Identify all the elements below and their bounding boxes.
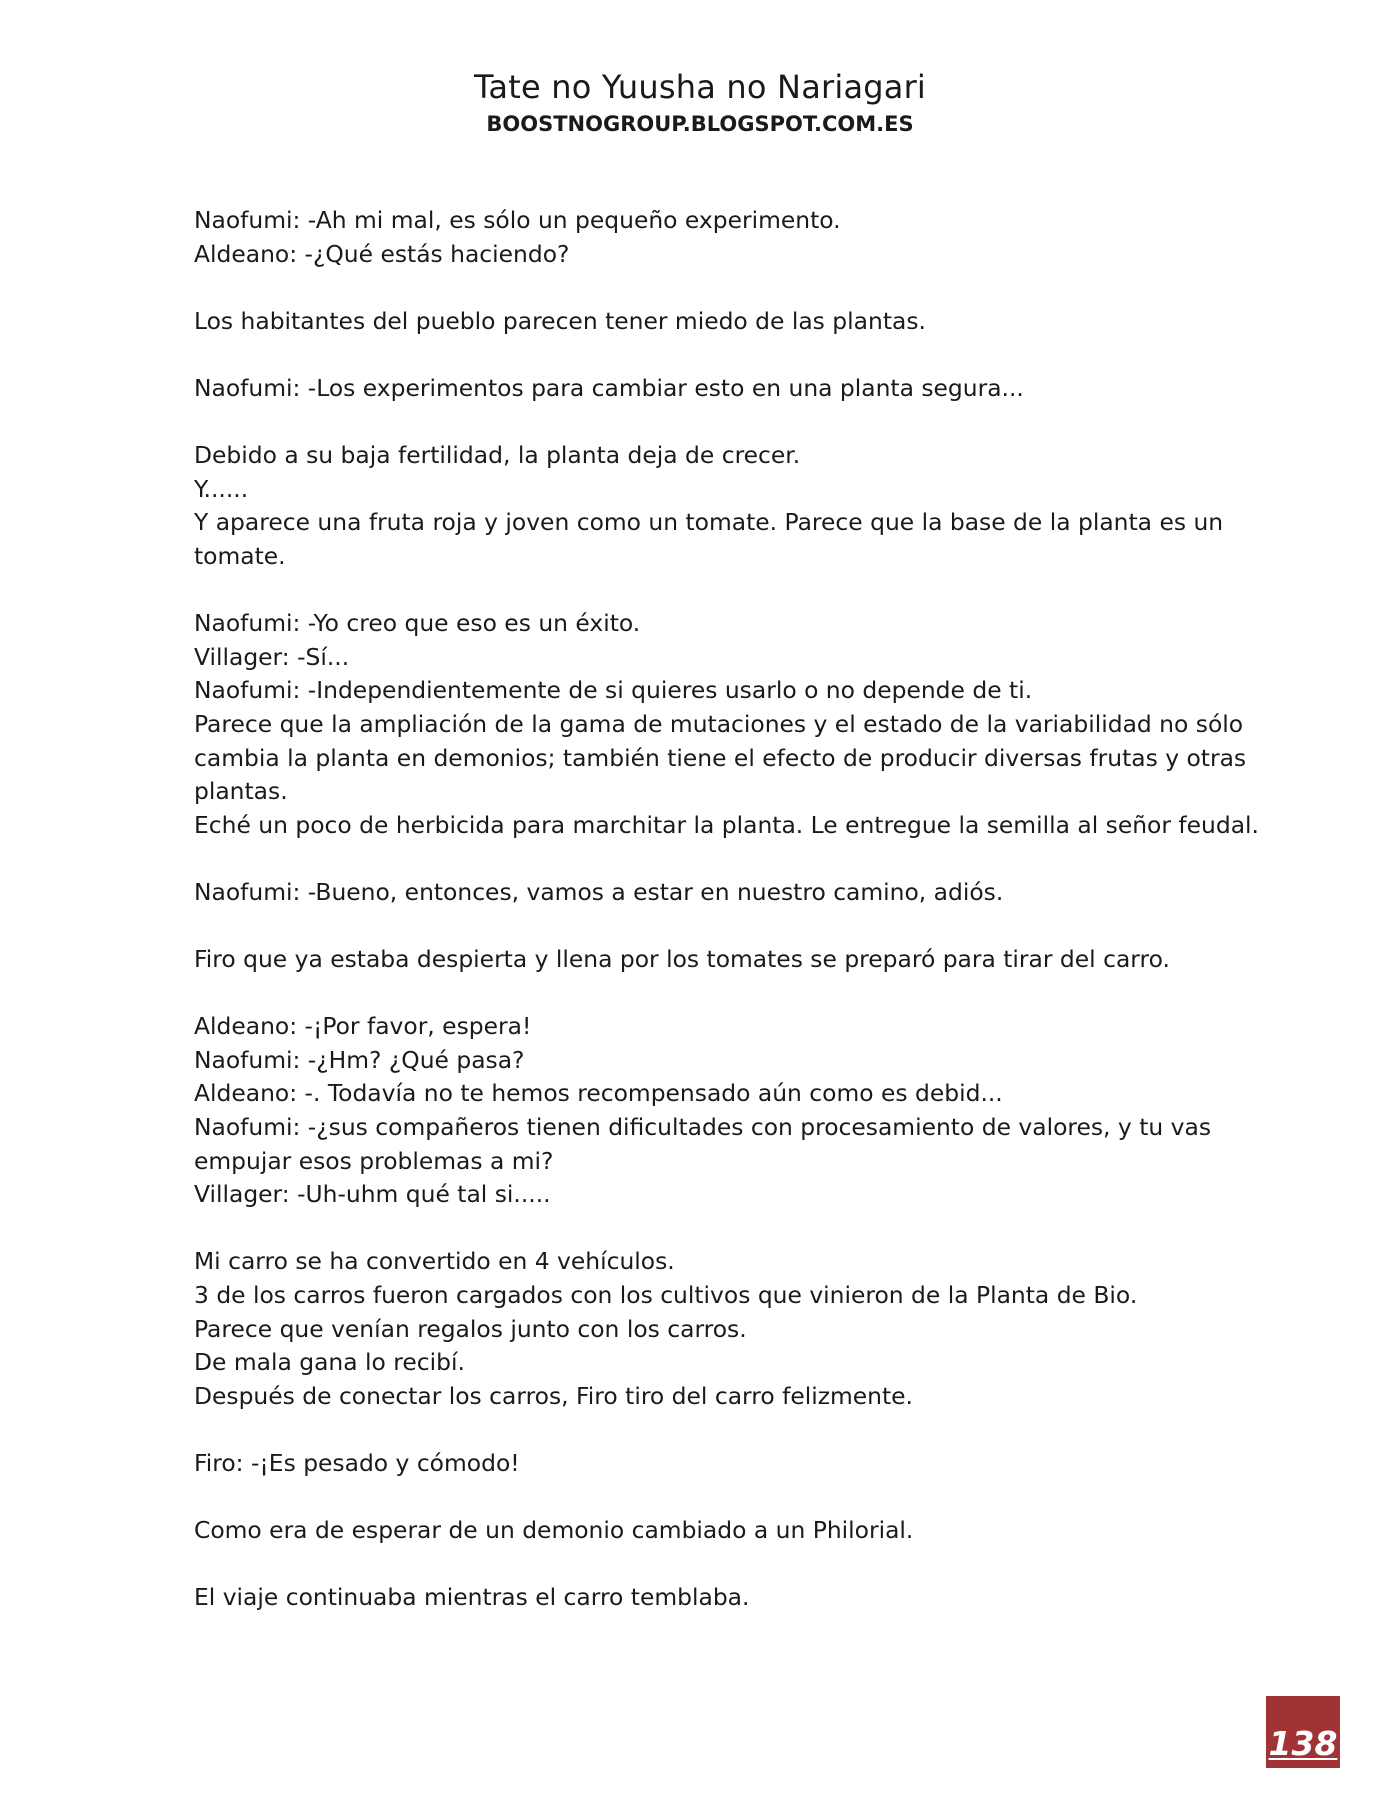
text-line: Naofumi: -Independientemente de si quieres usarlo o no depende de ti. [194, 676, 1033, 705]
text-line: Y...... [194, 474, 249, 503]
text-line: Eché un poco de herbicida para marchitar la planta. Le entregue la semilla al señor feudal. [194, 810, 1259, 839]
paragraph-gap [194, 1212, 1224, 1246]
paragraph-gap [194, 1413, 1224, 1447]
text-line: Naofumi: -Bueno, entonces, vamos a estar en nuestro camino, adiós. [194, 877, 1004, 906]
text-line: Naofumi: -¿sus compañeros tienen dificultades con procesamiento de valores, y tu vas [194, 1113, 1212, 1142]
paragraph-gap [194, 574, 1224, 608]
text-line: El viaje continuaba mientras el carro temblaba. [194, 1583, 750, 1612]
text-line: Naofumi: -Yo creo que eso es un éxito. [194, 609, 641, 638]
text-line: Naofumi: -¿Hm? ¿Qué pasa? [194, 1045, 525, 1074]
blog-url: BOOSTNOGROUP.BLOGSPOT.COM.ES [486, 112, 914, 136]
text-line: Parece que la ampliación de la gama de mutaciones y el estado de la variabilidad no sólo [194, 709, 1244, 738]
paragraph-gap [194, 406, 1224, 440]
text-line: 3 de los carros fueron cargados con los cultivos que vinieron de la Planta de Bio. [194, 1281, 1138, 1309]
text-line: Villager: -Uh-uhm qué tal si..... [194, 1180, 551, 1209]
text-line: cambia la planta en demonios; también tiene el efecto de producir diversas frutas y otras [194, 743, 1247, 772]
text-line: Firo que ya estaba despierta y llena por los tomates se preparó para tirar del carro. [194, 945, 1170, 974]
paragraph-gap [194, 909, 1224, 943]
paragraph-gap [194, 271, 1224, 305]
text-line: Después de conectar los carros, Firo tiro del carro felizmente. [194, 1381, 913, 1410]
paragraph-gap [194, 338, 1224, 372]
text-line: tomate. [194, 541, 286, 570]
paragraph-gap [194, 977, 1224, 1011]
text-line: Naofumi: -Los experimentos para cambiar esto en una planta segura... [194, 373, 1024, 402]
text-line: Debido a su baja fertilidad, la planta deja de crecer. [194, 441, 801, 470]
page-number-badge: 138 [1266, 1696, 1340, 1768]
text-line: Y aparece una fruta roja y joven como un tomate. Parece que la base de la planta es un [194, 508, 1224, 537]
paragraph-gap [194, 1548, 1224, 1582]
text-line: Parece que venían regalos junto con los carros. [194, 1314, 747, 1343]
text-line: Mi carro se ha convertido en 4 vehículos. [194, 1247, 675, 1276]
paragraph-gap [194, 842, 1224, 876]
document-body [194, 204, 1259, 1615]
text-line: Como era de esperar de un demonio cambiado a un Philorial. [194, 1516, 914, 1545]
text-line: De mala gana lo recibí. [194, 1348, 465, 1377]
paragraph-gap [194, 1481, 1224, 1515]
text-line: plantas. [194, 777, 288, 806]
text-line: Aldeano: -. Todavía no te hemos recompensado aún como es debid... [194, 1079, 1003, 1108]
document-title: Tate no Yuusha no Nariagari [473, 68, 927, 106]
text-line: Aldeano: -¿Qué estás haciendo? [194, 239, 570, 268]
text-line: empujar esos problemas a mi? [194, 1146, 554, 1175]
page-header [0, 66, 1400, 138]
text-line: Aldeano: -¡Por favor, espera! [194, 1012, 532, 1041]
text-line: Los habitantes del pueblo parecen tener miedo de las plantas. [194, 306, 926, 335]
text-line: Naofumi: -Ah mi mal, es sólo un pequeño experimento. [194, 206, 841, 234]
text-line: Villager: -Sí... [194, 642, 350, 671]
text-line: Firo: -¡Es pesado y cómodo! [194, 1448, 520, 1477]
